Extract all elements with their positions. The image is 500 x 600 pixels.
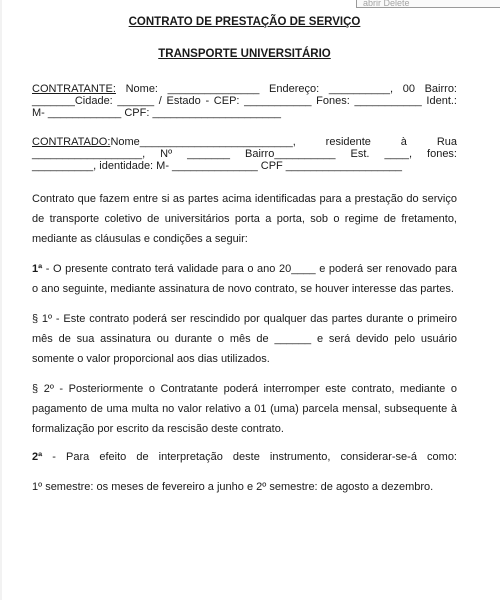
contratado-label: CONTRATADO: — [32, 136, 111, 148]
contratado-line-2: __________________, Nº _______ Bairro__________ Est. ____, fones: — [32, 148, 457, 160]
document-title: CONTRATO DE PRESTAÇÃO DE SERVIÇO — [128, 16, 361, 28]
document-subtitle: TRANSPORTE UNIVERSITÁRIO — [158, 48, 331, 60]
semesters-definition: 1º semestre: os meses de fevereiro a junho e 2º semestre: de agosto a dezembro. — [32, 481, 434, 493]
clause-1 — [32, 259, 457, 299]
contratante-label: CONTRATANTE: — [32, 83, 116, 95]
paragraph-2: § 2º - Posteriormente o Contratante poderá interromper este contrato, mediante o pagamento de uma multa no valor relativo a 01 (uma) parcela mensal, subsequente à formalização por escrito da rescisão deste contrato. — [32, 383, 457, 435]
corner-tab-text: abrir Delete — [363, 0, 410, 8]
clause-2 — [32, 447, 457, 467]
contratado-line-1 — [32, 136, 457, 148]
clause-1-text: - O presente contrato terá validade para o ano 20____ e poderá ser renovado para o ano seguinte, mediante assinatura de novo contrato, se houver interesse das partes. — [32, 263, 457, 295]
paragraph-1: § 1º - Este contrato poderá ser rescindido por qualquer das partes durante o primeiro mês de sua assinatura ou durante o mês de ______ e será devido pelo usuário somente o valor proporcional aos dias utilizados. — [32, 313, 457, 365]
contratado-line-1-text: Nome_________________________, residente à Rua — [110, 136, 457, 148]
contratado-line-3: __________, identidade: M- ______________ CPF ___________________ — [32, 160, 403, 172]
corner-overlay-tab — [356, 0, 500, 8]
intro-paragraph: Contrato que fazem entre si as partes acima identificadas para a prestação do serviço de transporte coletivo de universitários porta a porta, sob o regime de fretamento, mediante as cláusulas e condições a seguir: — [32, 193, 457, 245]
contratante-line-1-text: Nome: _______________ Endereço: __________, 00 Bairro: — [125, 83, 457, 95]
clause-2-text: - Para efeito de interpretação deste instrumento, considerar-se-á como: — [42, 451, 457, 463]
document-body — [32, 14, 457, 497]
page-left-edge — [0, 0, 2, 600]
contratante-section — [32, 83, 457, 119]
contratado-section — [32, 136, 457, 172]
contratante-line-1 — [32, 83, 457, 95]
clause-1-label: 1ª — [32, 263, 43, 275]
clause-2-label: 2ª — [32, 451, 43, 463]
contratante-line-3: M- ____________ CPF: _____________________ — [32, 107, 281, 119]
contratante-line-2: _______Cidade: ______ / Estado - CEP: ___________ Fones: ___________ Ident.: — [32, 95, 457, 107]
